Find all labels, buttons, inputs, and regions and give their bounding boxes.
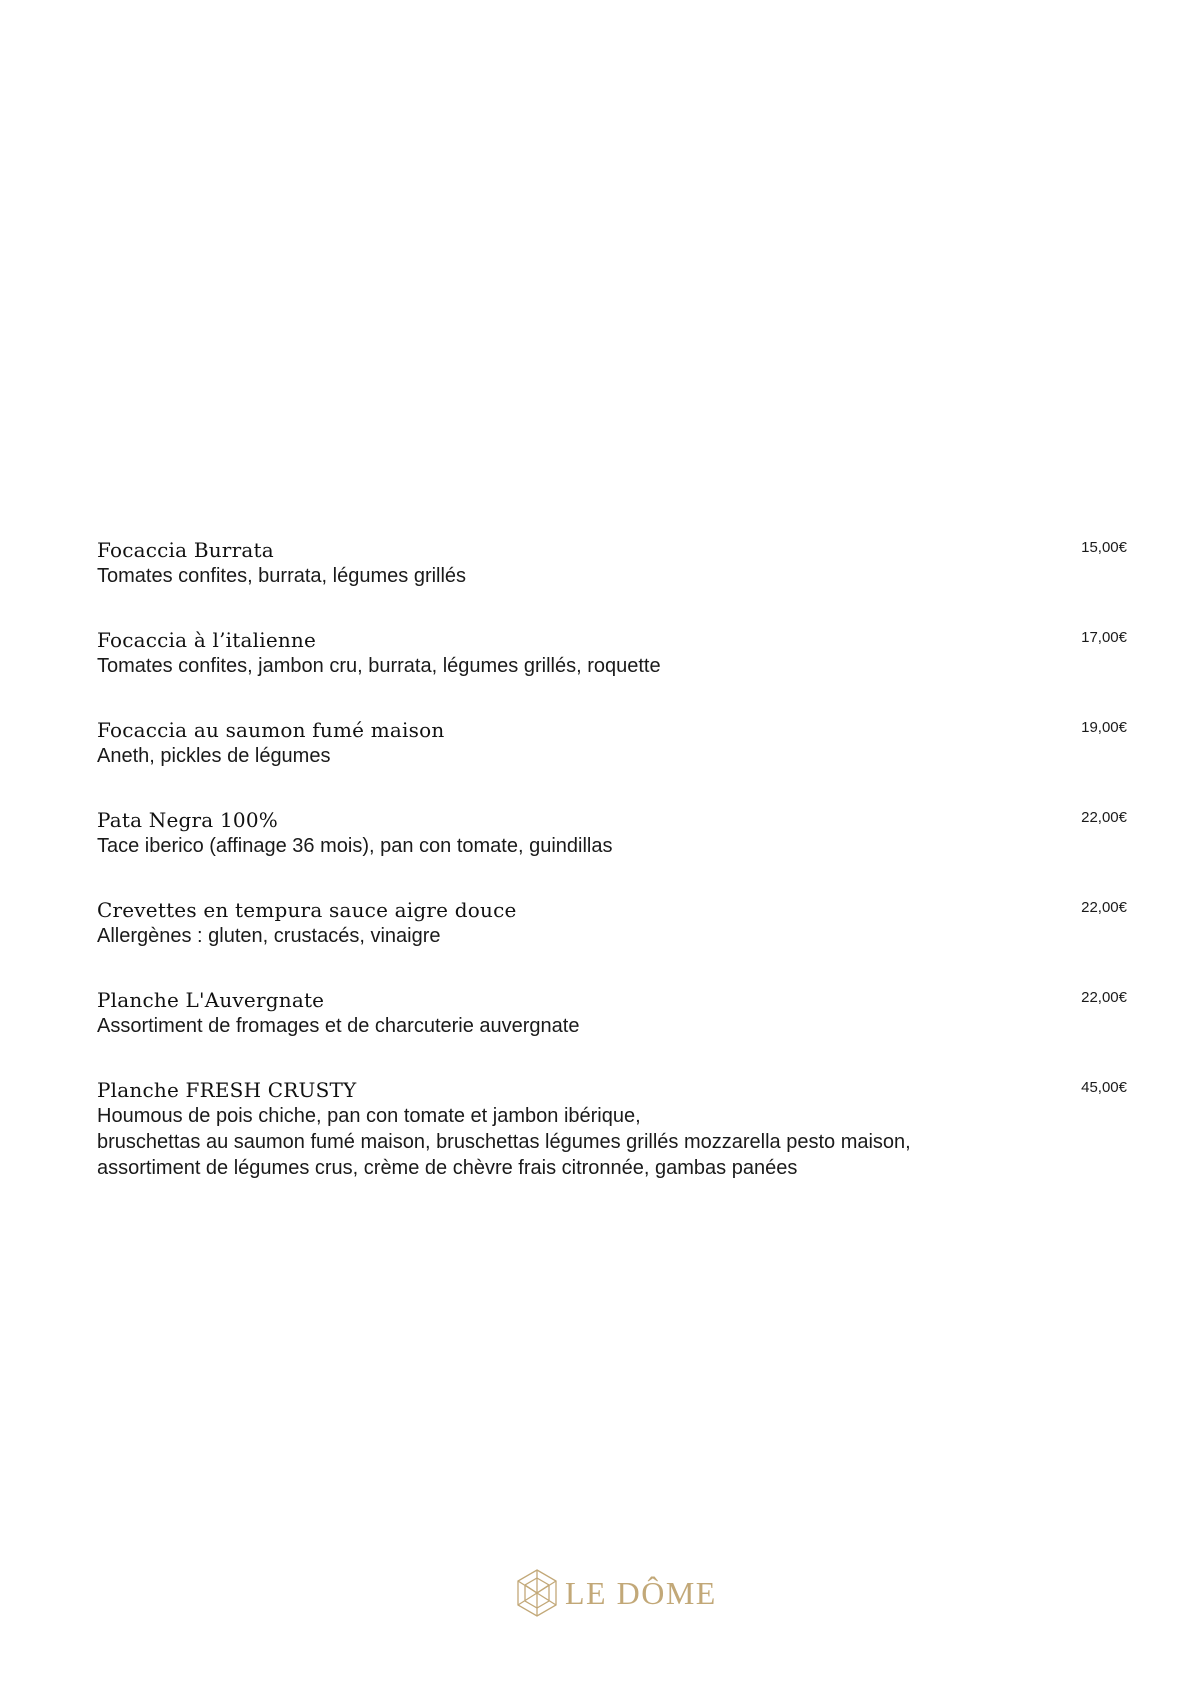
- item-name: Crevettes en tempura sauce aigre douce: [97, 898, 517, 922]
- menu-list: [97, 537, 1127, 1219]
- item-name: Planche L'Auvergnate: [97, 988, 325, 1012]
- menu-item: [97, 1077, 1127, 1181]
- menu-item: [97, 807, 1127, 859]
- item-description: Tomates confites, burrata, légumes grillés: [97, 565, 467, 587]
- menu-item: [97, 897, 1127, 949]
- item-price: 22,00€: [1081, 899, 1127, 916]
- item-name: Pata Negra 100%: [97, 808, 278, 832]
- item-name: Focaccia à l’italienne: [97, 628, 317, 652]
- menu-item: [97, 537, 1127, 589]
- item-name: Focaccia Burrata: [97, 538, 274, 562]
- item-description: Allergènes : gluten, crustacés, vinaigre: [97, 925, 441, 947]
- menu-item: [97, 987, 1127, 1039]
- logo-text: LE DÔME: [565, 1574, 717, 1611]
- item-description: Houmous de pois chiche, pan con tomate et jambon ibérique, bruschettas au saumon fumé maison, bruschettas légumes grillés mozzarella pesto maison, assortiment de légumes crus, crème de chèvre frais citronnée, gambas panées: [97, 1105, 911, 1179]
- dome-hexagon-icon: [515, 1568, 559, 1618]
- item-price: 22,00€: [1081, 809, 1127, 826]
- menu-item: [97, 627, 1127, 679]
- item-name: Focaccia au saumon fumé maison: [97, 718, 445, 742]
- item-description: Tace iberico (affinage 36 mois), pan con tomate, guindillas: [97, 835, 613, 857]
- item-price: 22,00€: [1081, 989, 1127, 1006]
- item-price: 45,00€: [1081, 1079, 1127, 1096]
- item-description: Tomates confites, jambon cru, burrata, légumes grillés, roquette: [97, 655, 661, 677]
- item-price: 17,00€: [1081, 629, 1127, 646]
- item-description: Aneth, pickles de légumes: [97, 745, 331, 767]
- item-price: 15,00€: [1081, 539, 1127, 556]
- item-name: Planche FRESH CRUSTY: [97, 1078, 357, 1102]
- item-price: 19,00€: [1081, 719, 1127, 736]
- menu-item: [97, 717, 1127, 769]
- logo: [515, 1568, 717, 1618]
- item-description: Assortiment de fromages et de charcuterie auvergnate: [97, 1015, 580, 1037]
